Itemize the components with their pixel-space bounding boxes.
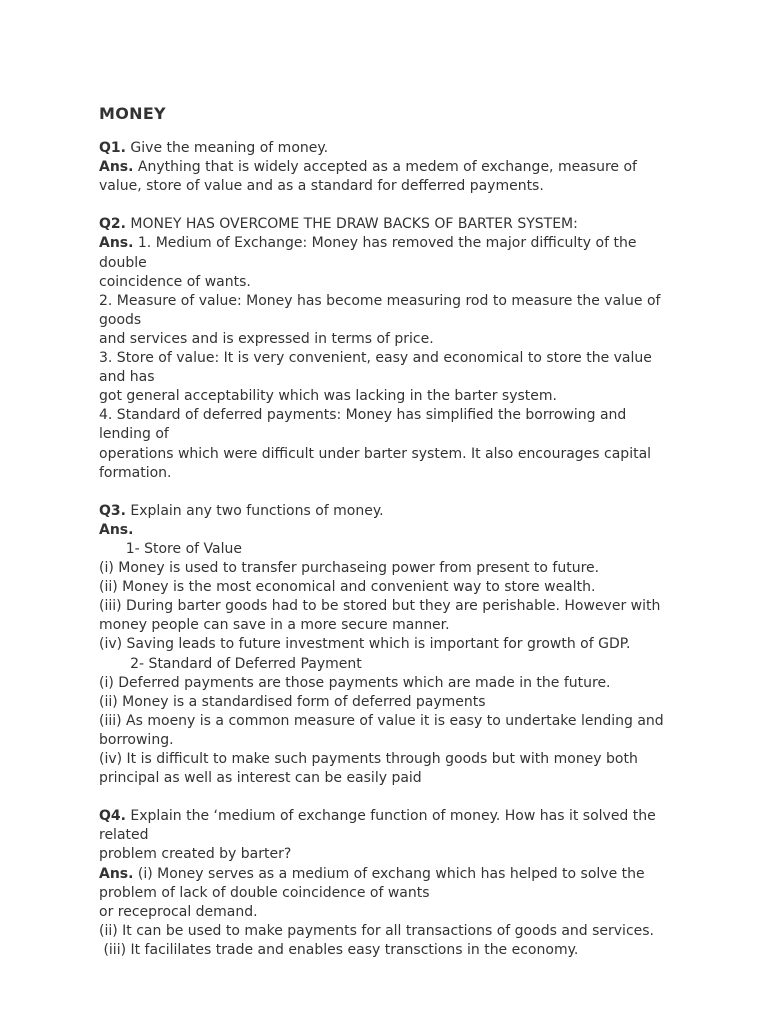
q3-ans-heading (99, 521, 679, 540)
q1-ans-text: Anything that is widely accepted as a medem of exchange, measure of (133, 159, 637, 176)
q3-answer-line: (ii) Money is the most economical and convenient way to store wealth. (99, 579, 596, 596)
q4-answer-line (99, 865, 679, 884)
q3-answer-line: (i) Deferred payments are those payments which are made in the future. (99, 674, 611, 691)
q2-answer-line: got general acceptability which was lacking in the barter system. (99, 388, 557, 405)
page-title: MONEY (99, 104, 166, 123)
q2-answer-line: 2. Measure of value: Money has become measuring rod to measure the value of (99, 292, 661, 309)
q3-answer-line: (iii) During barter goods had to be stored but they are perishable. However with (99, 598, 661, 615)
q3-text: Explain any two functions of money. (125, 502, 384, 519)
q4-answer-line: problem of lack of double coincidence of wants (99, 884, 430, 901)
q1-text: Give the meaning of money. (125, 140, 329, 156)
q4-question (99, 807, 679, 826)
q2-answer-line: coincidence of wants. (99, 273, 251, 290)
q3-answer-line: principal as well as interest can be easily paid (99, 770, 422, 787)
q4-ans-text: (i) Money serves as a medium of exchang which has helped to solve the (133, 865, 645, 882)
q3-ans-label: Ans. (99, 521, 134, 538)
q3-answer-line: (iv) It is difficult to make such payments through goods but with money both (99, 751, 638, 767)
q3-answer-line: 1- Store of Value (99, 540, 242, 557)
q4-answer-line: (ii) It can be used to make payments for all transactions of goods and services. (99, 922, 655, 939)
q2-question (99, 215, 679, 234)
q3-answer-line: money people can save in a more secure manner. (99, 617, 450, 634)
q2-ans-text: 1. Medium of Exchange: Money has removed the major difficulty of the (133, 235, 637, 252)
q2-answer-line: formation. (99, 464, 172, 481)
q4-question-line: related (99, 827, 149, 844)
q2-ans-label: Ans. (99, 235, 134, 252)
q1-answer-line (99, 158, 679, 177)
q2-label: Q2. (99, 216, 126, 233)
q3-answer-line: (ii) Money is a standardised form of deferred payments (99, 693, 486, 710)
q3-answer-line: (iii) As moeny is a common measure of value it is easy to undertake lending and (99, 712, 664, 729)
q2-answer-line: lending of (99, 426, 169, 443)
q2-answer-line: and has (99, 369, 155, 386)
q2-answer-line: and services and is expressed in terms of price. (99, 330, 434, 347)
q4-question-line: problem created by barter? (99, 846, 292, 863)
q3-answer-line: 2- Standard of Deferred Payment (99, 655, 362, 672)
q2-answer-line: double (99, 254, 147, 271)
q2-answer-line: 3. Store of value: It is very convenient, easy and economical to store the value (99, 350, 652, 367)
q1-ans-label: Ans. (99, 159, 134, 176)
q4-label: Q4. (99, 808, 126, 825)
q3-label: Q3. (99, 502, 126, 519)
q1-answer-line: value, store of value and as a standard for defferred payments. (99, 178, 544, 195)
q1-label: Q1. (99, 140, 126, 156)
q4-answer-line: (iii) It facililates trade and enables easy transctions in the economy. (99, 941, 579, 958)
q4-answer-line: or receprocal demand. (99, 903, 258, 920)
document-page (99, 104, 679, 960)
q2-answer-line: goods (99, 311, 142, 328)
q2-text: MONEY HAS OVERCOME THE DRAW BACKS OF BARTER SYSTEM: (125, 216, 578, 233)
q3-question (99, 502, 679, 521)
q1-question (99, 139, 679, 158)
q4-text: Explain the ‘medium of exchange function of money. How has it solved the (125, 808, 656, 825)
q3-answer-line: borrowing. (99, 731, 174, 748)
q2-answer-line: operations which were difficult under barter system. It also encourages capital (99, 445, 652, 462)
q3-answer-line: (i) Money is used to transfer purchaseing power from present to future. (99, 560, 600, 577)
q2-answer-line: 4. Standard of deferred payments: Money has simplified the borrowing and (99, 407, 627, 424)
q4-ans-label: Ans. (99, 865, 134, 882)
q3-answer-line: (iv) Saving leads to future investment which is important for growth of GDP. (99, 636, 631, 653)
q2-answer-line (99, 234, 679, 253)
